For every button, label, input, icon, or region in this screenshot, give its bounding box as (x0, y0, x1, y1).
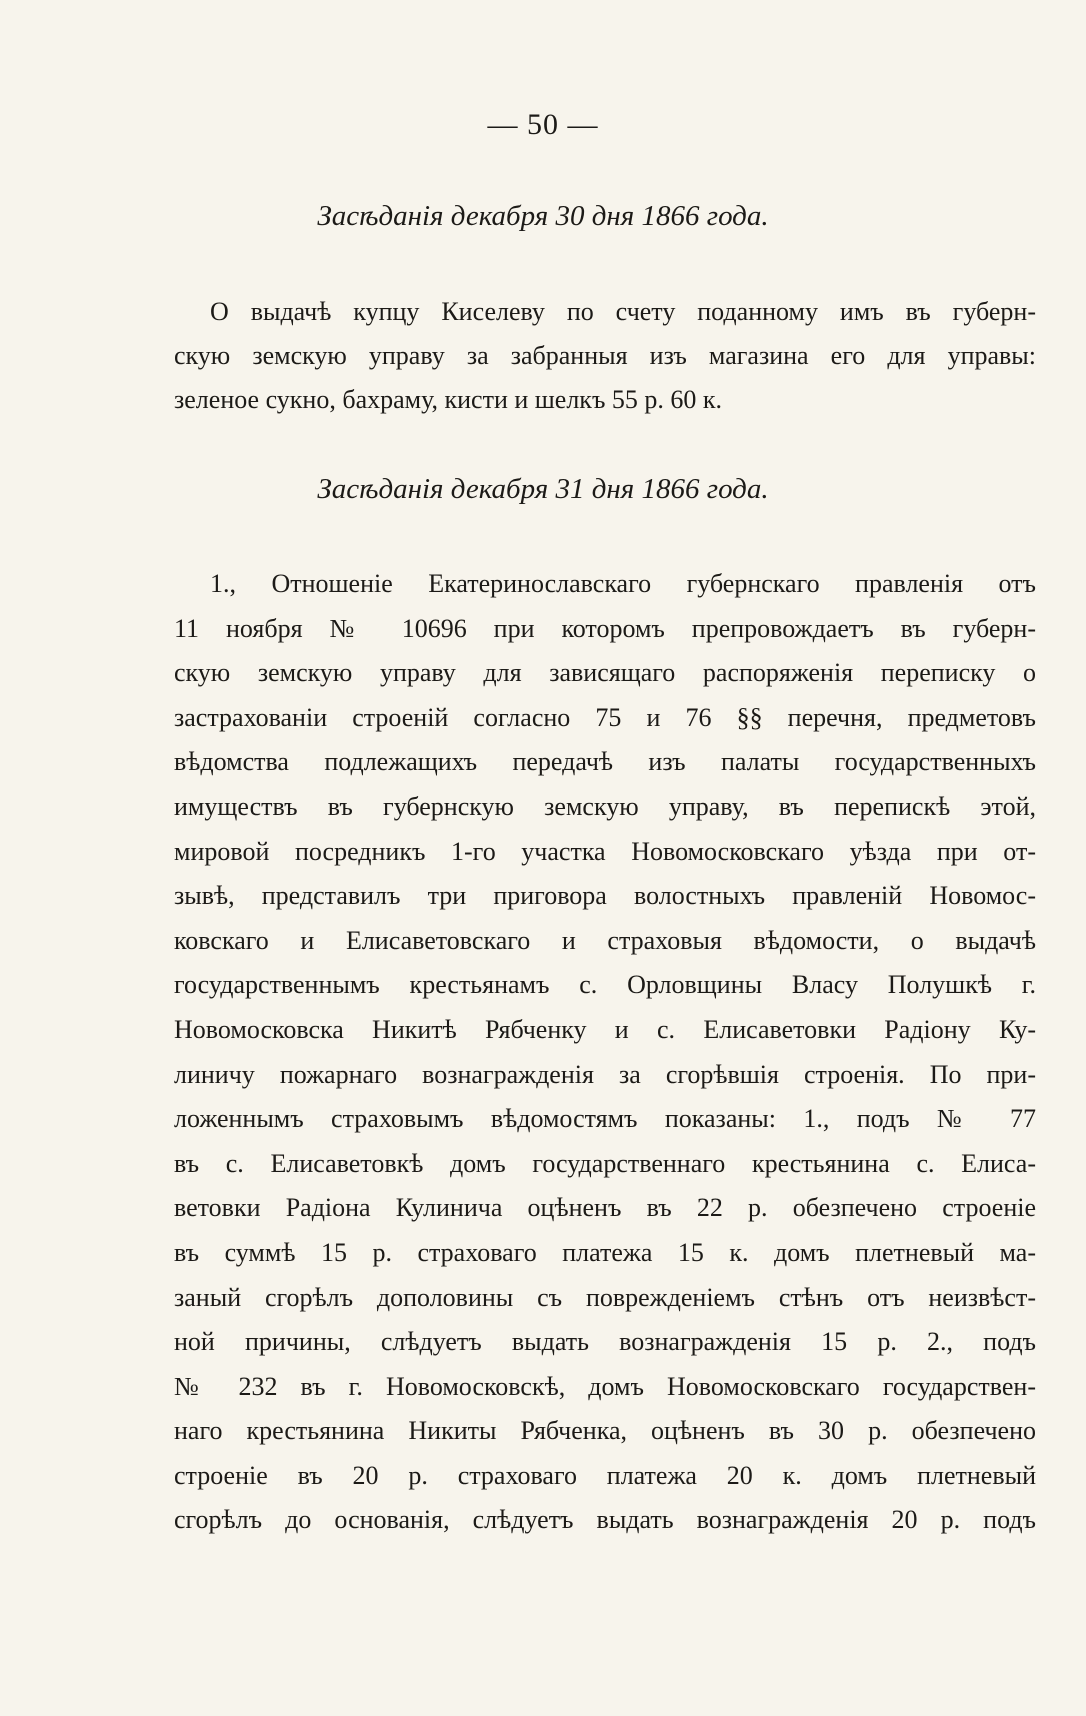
text-line: Новомосковска Никитѣ Рябченку и с. Елисаветовки Радіону Ку- (174, 1014, 1036, 1044)
text-line: зывѣ, представилъ три приговора волостныхъ правленій Новомос- (174, 881, 1036, 911)
text-line: 1., Отношеніе Екатеринославскаго губернскаго правленія отъ (210, 569, 1036, 598)
text-line: скую земскую управу для зависящаго распоряженія переписку о (174, 658, 1036, 688)
section-heading-2: Засѣданія декабря 31 дня 1866 года. (317, 473, 769, 505)
text-line: ложеннымъ страховымъ вѣдомостямъ показаны: 1., подъ № 77 (174, 1104, 1036, 1134)
paragraph-fire-compensation (174, 562, 1036, 1543)
text-line: скую земскую управу за забранныя изъ магазина его для управы: (174, 341, 1036, 370)
text-line: въ с. Елисаветовкѣ домъ государственнаго крестьянина с. Елиса- (174, 1148, 1036, 1178)
section-heading-1: Засѣданія декабря 30 дня 1866 года. (317, 200, 769, 232)
text-line: наго крестьянина Никиты Рябченка, оцѣненъ въ 30 р. обезпечено (174, 1416, 1036, 1446)
text-line: заный сгорѣлъ дополовины съ поврежденіемъ стѣнъ отъ неизвѣст- (174, 1282, 1036, 1312)
text-line: ветовки Радіона Кулинича оцѣненъ въ 22 р. обезпечено строеніе (174, 1193, 1036, 1223)
text-line: зеленое сукно, бахраму, кисти и шелкъ 55 р. 60 к. (174, 385, 723, 414)
page-number: — 50 — (487, 108, 599, 141)
text-line: застрахованіи строеній согласно 75 и 76 §§ перечня, предметовъ (174, 702, 1036, 732)
text-line: О выдачѣ купцу Киселеву по счету поданному имъ въ губерн- (210, 297, 1036, 326)
text-line: мировой посредникъ 1-го участка Новомосковскаго уѣзда при от- (174, 836, 1036, 866)
text-line: ковскаго и Елисаветовскаго и страховыя вѣдомости, о выдачѣ (174, 925, 1036, 955)
text-line: сгорѣлъ до основанія, слѣдуетъ выдать вознагражденія 20 р. подъ (174, 1505, 1036, 1535)
text-line: ной причины, слѣдуетъ выдать вознагражденія 15 р. 2., подъ (174, 1327, 1036, 1357)
text-line: строеніе въ 20 р. страховаго платежа 20 к. домъ плетневый (174, 1460, 1036, 1490)
text-line: государственнымъ крестьянамъ с. Орловщины Власу Полушкѣ г. (174, 970, 1036, 1000)
text-line: вѣдомства подлежащихъ передачѣ изъ палаты государственныхъ (174, 747, 1036, 777)
text-line: линичу пожарнаго вознагражденія за сгорѣвшія строенія. По при- (174, 1059, 1036, 1089)
text-line: 11 ноября № 10696 при которомъ препровождаетъ въ губерн- (174, 613, 1036, 643)
paragraph-kiselev (174, 290, 1036, 422)
text-line: въ суммѣ 15 р. страховаго платежа 15 к. домъ плетневый ма- (174, 1237, 1036, 1267)
text-line: № 232 въ г. Новомосковскѣ, домъ Новомосковскаго государствен- (174, 1371, 1036, 1401)
text-line: имуществъ въ губернскую земскую управу, въ перепискѣ этой, (174, 791, 1036, 821)
